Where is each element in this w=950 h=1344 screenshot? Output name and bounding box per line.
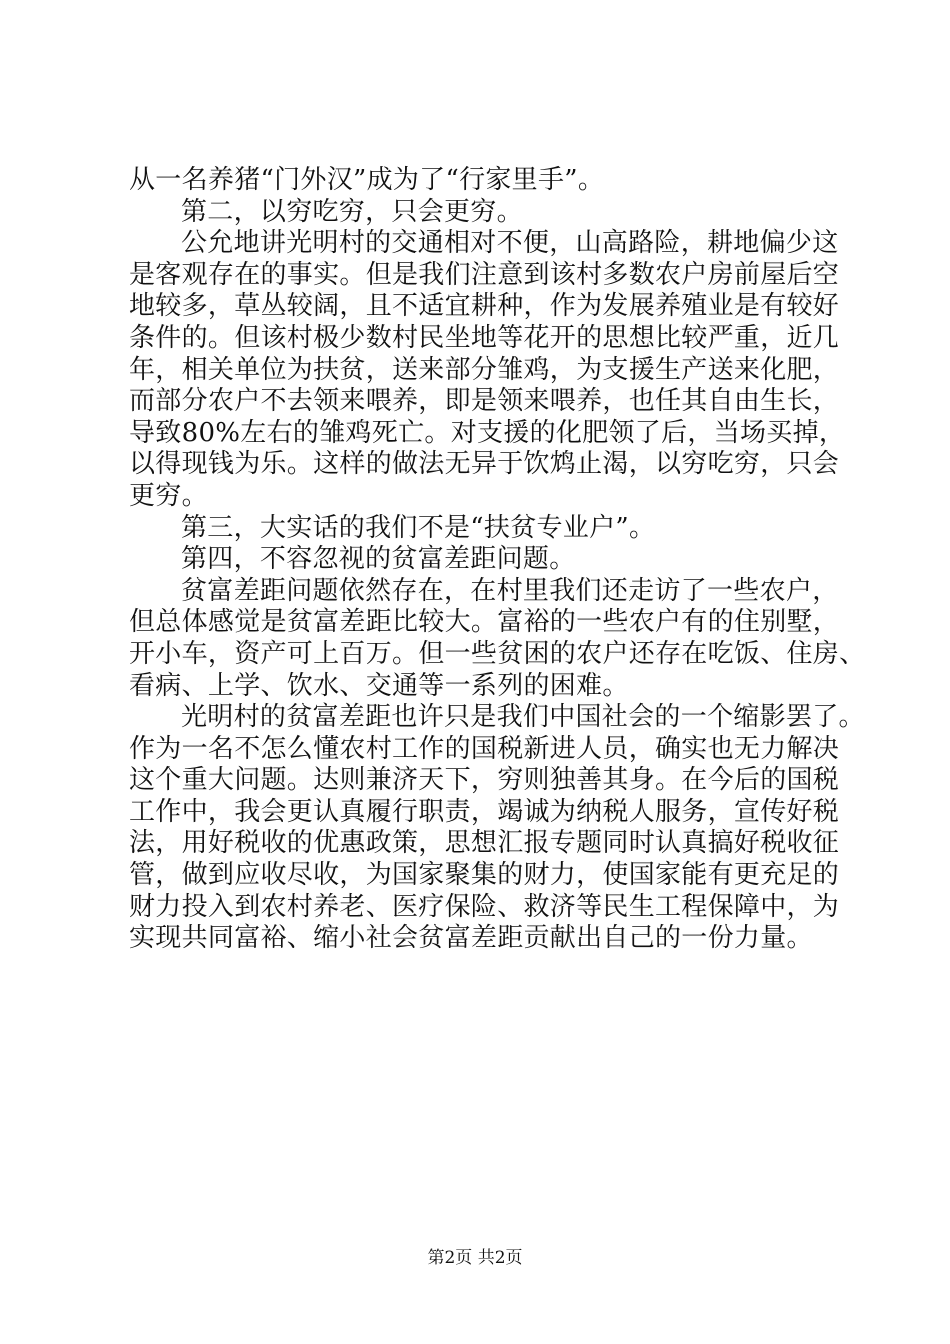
text-line: 地较多，草丛较阔，且不适宜耕种，作为发展养殖业是有较好 [129,291,840,322]
text-line: 条件的。但该村极少数村民坐地等花开的思想比较严重，近几 [129,322,840,353]
text-line: 管，做到应收尽收，为国家聚集的财力，使国家能有更充足的 [129,860,840,891]
text-line: 但总体感觉是贫富差距比较大。富裕的一些农户有的住别墅， [129,607,840,638]
text-line: 贫富差距问题依然存在，在村里我们还走访了一些农户， [181,575,839,606]
text-line: 第三，大实话的我们不是“扶贫专业户”。 [181,512,656,543]
text-line: 从一名养猪“门外汉”成为了“行家里手”。 [129,165,605,195]
text-line: 第二，以穷吃穷，只会更穷。 [181,196,523,227]
text-line: 看病、上学、饮水、交通等一系列的困难。 [129,670,629,701]
text-line: 是客观存在的事实。但是我们注意到该村多数农户房前屋后空 [129,259,840,290]
text-line: 作为一名不怎么懂农村工作的国税新进人员，确实也无力解决 [129,733,840,764]
text-line: 导致80%左右的雏鸡死亡。对支援的化肥领了后，当场买掉， [129,417,846,448]
text-line: 法，用好税收的优惠政策，思想汇报专题同时认真搞好税收征 [129,828,840,859]
text-line: 这个重大问题。达则兼济天下，穷则独善其身。在今后的国税 [129,765,840,796]
text-line: 财力投入到农村养老、医疗保险、救济等民生工程保障中，为 [129,891,840,922]
text-line: 年，相关单位为扶贫，送来部分雏鸡，为支援生产送来化肥， [129,354,840,385]
page-footer: 第2页 共2页 [427,1248,523,1268]
text-line: 更穷。 [129,480,208,511]
text-line: 实现共同富裕、缩小社会贫富差距贡献出自己的一份力量。 [129,923,813,954]
text-line: 而部分农户不去领来喂养，即是领来喂养，也任其自由生长， [129,386,840,417]
text-line: 以得现钱为乐。这样的做法无异于饮鸩止渴，以穷吃穷，只会 [129,449,840,480]
document-body [129,165,866,955]
text-line: 工作中，我会更认真履行职责，竭诚为纳税人服务，宣传好税 [129,796,840,827]
text-line: 公允地讲光明村的交通相对不便，山高路险，耕地偏少这 [181,228,839,259]
text-line: 开小车，资产可上百万。但一些贫困的农户还存在吃饭、住房、 [129,638,866,669]
text-line: 第四，不容忽视的贫富差距问题。 [181,544,576,575]
text-line: 光明村的贫富差距也许只是我们中国社会的一个缩影罢了。 [181,702,865,733]
